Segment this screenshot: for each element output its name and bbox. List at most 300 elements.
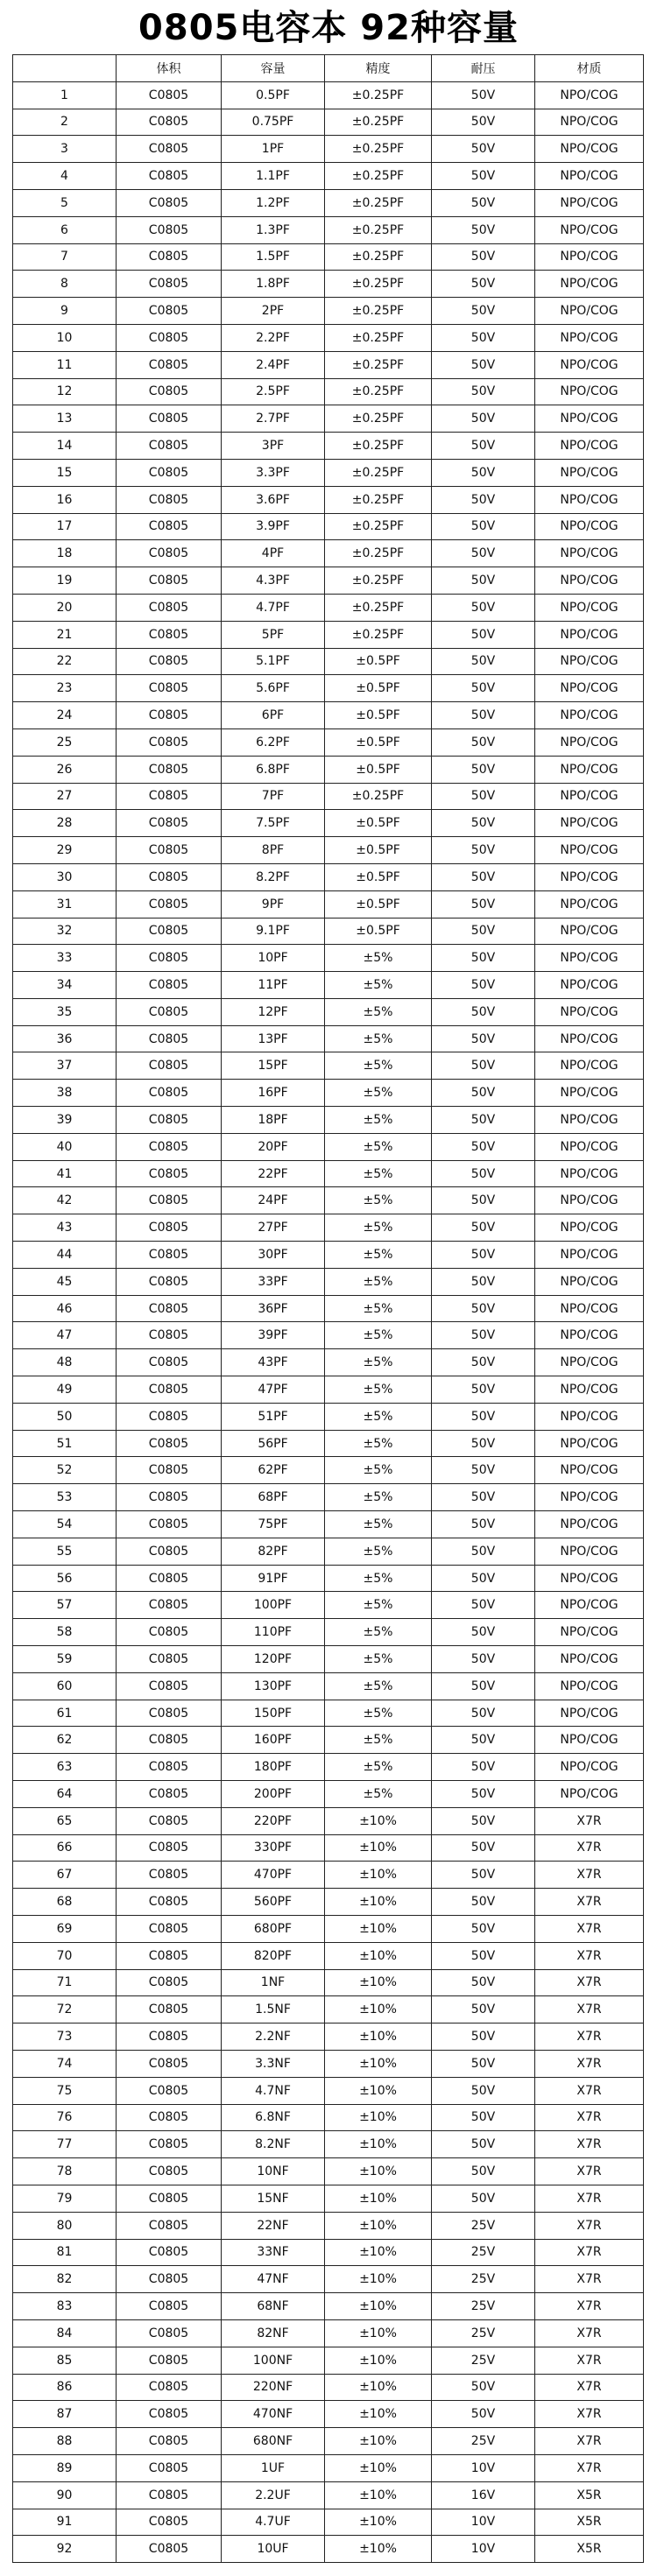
- cell-material: NPO/COG: [535, 540, 644, 567]
- cell-material: NPO/COG: [535, 378, 644, 405]
- table-row: [13, 1457, 644, 1484]
- cell-tolerance: ±5%: [325, 1052, 432, 1080]
- cell-tolerance: ±10%: [325, 2454, 432, 2481]
- cell-tolerance: ±0.5PF: [325, 728, 432, 756]
- cell-voltage: 50V: [432, 2374, 535, 2401]
- cell-capacitance: 6.2PF: [222, 728, 325, 756]
- cell-voltage: 50V: [432, 2050, 535, 2077]
- cell-package: C0805: [117, 2077, 222, 2104]
- cell-package: C0805: [117, 1942, 222, 1969]
- cell-capacitance: 39PF: [222, 1322, 325, 1349]
- cell-index: 47: [13, 1322, 117, 1349]
- cell-voltage: 50V: [432, 459, 535, 486]
- cell-package: C0805: [117, 1349, 222, 1376]
- cell-capacitance: 3.3NF: [222, 2050, 325, 2077]
- cell-voltage: 25V: [432, 2212, 535, 2239]
- cell-capacitance: 180PF: [222, 1754, 325, 1781]
- cell-voltage: 50V: [432, 2023, 535, 2051]
- cell-index: 84: [13, 2319, 117, 2347]
- cell-index: 25: [13, 728, 117, 756]
- cell-index: 27: [13, 783, 117, 810]
- table-row: [13, 2319, 644, 2347]
- cell-tolerance: ±0.25PF: [325, 621, 432, 648]
- cell-tolerance: ±0.25PF: [325, 109, 432, 136]
- cell-capacitance: 1PF: [222, 136, 325, 163]
- table-row: [13, 1889, 644, 1916]
- cell-voltage: 25V: [432, 2239, 535, 2266]
- cell-voltage: 10V: [432, 2454, 535, 2481]
- cell-index: 20: [13, 594, 117, 621]
- table-row: [13, 1080, 644, 1107]
- cell-voltage: 25V: [432, 2293, 535, 2320]
- cell-material: NPO/COG: [535, 918, 644, 945]
- cell-package: C0805: [117, 1025, 222, 1052]
- cell-package: C0805: [117, 1214, 222, 1242]
- cell-capacitance: 1.8PF: [222, 271, 325, 298]
- cell-index: 40: [13, 1133, 117, 1160]
- cell-capacitance: 2PF: [222, 298, 325, 325]
- cell-tolerance: ±10%: [325, 2158, 432, 2185]
- cell-package: C0805: [117, 594, 222, 621]
- table-row: [13, 1484, 644, 1511]
- cell-capacitance: 8PF: [222, 837, 325, 864]
- cell-index: 14: [13, 433, 117, 460]
- cell-tolerance: ±0.25PF: [325, 271, 432, 298]
- cell-package: C0805: [117, 1457, 222, 1484]
- cell-capacitance: 18PF: [222, 1107, 325, 1134]
- cell-package: C0805: [117, 81, 222, 109]
- cell-package: C0805: [117, 2023, 222, 2051]
- cell-capacitance: 150PF: [222, 1700, 325, 1727]
- cell-capacitance: 680NF: [222, 2428, 325, 2455]
- cell-material: NPO/COG: [535, 890, 644, 918]
- table-row: [13, 2481, 644, 2509]
- cell-material: NPO/COG: [535, 621, 644, 648]
- cell-voltage: 50V: [432, 2131, 535, 2158]
- cell-package: C0805: [117, 890, 222, 918]
- cell-package: C0805: [117, 109, 222, 136]
- cell-tolerance: ±0.25PF: [325, 324, 432, 351]
- cell-material: X7R: [535, 2023, 644, 2051]
- cell-tolerance: ±0.25PF: [325, 594, 432, 621]
- cell-package: C0805: [117, 2104, 222, 2131]
- cell-package: C0805: [117, 405, 222, 433]
- cell-tolerance: ±0.25PF: [325, 136, 432, 163]
- cell-material: NPO/COG: [535, 1619, 644, 1646]
- cell-package: C0805: [117, 728, 222, 756]
- cell-tolerance: ±0.5PF: [325, 810, 432, 837]
- cell-index: 62: [13, 1727, 117, 1754]
- cell-index: 7: [13, 243, 117, 271]
- cell-tolerance: ±5%: [325, 972, 432, 999]
- cell-capacitance: 1UF: [222, 2454, 325, 2481]
- cell-tolerance: ±0.25PF: [325, 378, 432, 405]
- cell-material: X7R: [535, 2374, 644, 2401]
- cell-material: NPO/COG: [535, 1646, 644, 1673]
- cell-material: NPO/COG: [535, 459, 644, 486]
- cell-tolerance: ±10%: [325, 1889, 432, 1916]
- cell-tolerance: ±0.25PF: [325, 216, 432, 243]
- table-row: [13, 1187, 644, 1214]
- cell-voltage: 50V: [432, 243, 535, 271]
- cell-voltage: 50V: [432, 1025, 535, 1052]
- cell-voltage: 10V: [432, 2536, 535, 2563]
- cell-index: 48: [13, 1349, 117, 1376]
- cell-capacitance: 470NF: [222, 2401, 325, 2428]
- cell-material: X7R: [535, 2319, 644, 2347]
- cell-capacitance: 33NF: [222, 2239, 325, 2266]
- cell-capacitance: 75PF: [222, 1511, 325, 1538]
- table-row: [13, 837, 644, 864]
- cell-tolerance: ±5%: [325, 1376, 432, 1404]
- cell-capacitance: 6.8PF: [222, 756, 325, 783]
- cell-tolerance: ±0.25PF: [325, 298, 432, 325]
- cell-capacitance: 3PF: [222, 433, 325, 460]
- cell-index: 63: [13, 1754, 117, 1781]
- cell-tolerance: ±5%: [325, 1187, 432, 1214]
- cell-capacitance: 2.5PF: [222, 378, 325, 405]
- cell-material: NPO/COG: [535, 837, 644, 864]
- table-row: [13, 810, 644, 837]
- cell-tolerance: ±0.5PF: [325, 918, 432, 945]
- table-row: [13, 1727, 644, 1754]
- cell-index: 23: [13, 675, 117, 702]
- cell-material: X7R: [535, 1807, 644, 1834]
- cell-voltage: 50V: [432, 433, 535, 460]
- cell-material: X7R: [535, 1996, 644, 2023]
- cell-index: 57: [13, 1592, 117, 1619]
- cell-capacitance: 56PF: [222, 1430, 325, 1457]
- cell-voltage: 50V: [432, 1268, 535, 1295]
- cell-package: C0805: [117, 702, 222, 729]
- cell-material: NPO/COG: [535, 1133, 644, 1160]
- cell-index: 55: [13, 1538, 117, 1565]
- cell-voltage: 50V: [432, 675, 535, 702]
- table-row: [13, 1349, 644, 1376]
- cell-tolerance: ±0.5PF: [325, 837, 432, 864]
- cell-voltage: 50V: [432, 594, 535, 621]
- cell-voltage: 50V: [432, 1592, 535, 1619]
- cell-voltage: 50V: [432, 271, 535, 298]
- cell-package: C0805: [117, 945, 222, 972]
- cell-capacitance: 1.3PF: [222, 216, 325, 243]
- cell-index: 10: [13, 324, 117, 351]
- cell-package: C0805: [117, 2212, 222, 2239]
- cell-material: X5R: [535, 2481, 644, 2509]
- cell-package: C0805: [117, 1862, 222, 1889]
- cell-tolerance: ±10%: [325, 2104, 432, 2131]
- cell-material: NPO/COG: [535, 1565, 644, 1592]
- cell-material: NPO/COG: [535, 1349, 644, 1376]
- cell-tolerance: ±5%: [325, 998, 432, 1025]
- cell-index: 90: [13, 2481, 117, 2509]
- cell-material: X7R: [535, 1915, 644, 1942]
- cell-index: 45: [13, 1268, 117, 1295]
- cell-tolerance: ±5%: [325, 1133, 432, 1160]
- cell-material: NPO/COG: [535, 136, 644, 163]
- cell-package: C0805: [117, 2454, 222, 2481]
- cell-package: C0805: [117, 2239, 222, 2266]
- cell-material: NPO/COG: [535, 324, 644, 351]
- cell-index: 49: [13, 1376, 117, 1404]
- cell-voltage: 50V: [432, 756, 535, 783]
- table-row: [13, 1430, 644, 1457]
- cell-material: NPO/COG: [535, 998, 644, 1025]
- cell-material: NPO/COG: [535, 1592, 644, 1619]
- cell-capacitance: 2.2NF: [222, 2023, 325, 2051]
- cell-tolerance: ±5%: [325, 1484, 432, 1511]
- cell-voltage: 50V: [432, 1376, 535, 1404]
- cell-tolerance: ±5%: [325, 1403, 432, 1430]
- cell-package: C0805: [117, 1700, 222, 1727]
- cell-index: 66: [13, 1834, 117, 1862]
- cell-package: C0805: [117, 216, 222, 243]
- cell-capacitance: 1.1PF: [222, 163, 325, 190]
- cell-package: C0805: [117, 189, 222, 216]
- cell-tolerance: ±10%: [325, 2185, 432, 2212]
- cell-index: 87: [13, 2401, 117, 2428]
- table-row: [13, 1107, 644, 1134]
- cell-index: 38: [13, 1080, 117, 1107]
- table-row: [13, 2212, 644, 2239]
- cell-tolerance: ±0.25PF: [325, 486, 432, 513]
- cell-tolerance: ±5%: [325, 1080, 432, 1107]
- table-row: [13, 271, 644, 298]
- cell-capacitance: 0.5PF: [222, 81, 325, 109]
- cell-capacitance: 15PF: [222, 1052, 325, 1080]
- table-row: [13, 1295, 644, 1322]
- cell-material: NPO/COG: [535, 594, 644, 621]
- cell-index: 83: [13, 2293, 117, 2320]
- cell-material: NPO/COG: [535, 567, 644, 595]
- cell-capacitance: 330PF: [222, 1834, 325, 1862]
- cell-material: NPO/COG: [535, 1214, 644, 1242]
- cell-package: C0805: [117, 486, 222, 513]
- table-row: [13, 136, 644, 163]
- cell-package: C0805: [117, 972, 222, 999]
- cell-index: 4: [13, 163, 117, 190]
- cell-capacitance: 15NF: [222, 2185, 325, 2212]
- cell-tolerance: ±0.25PF: [325, 243, 432, 271]
- cell-capacitance: 5PF: [222, 621, 325, 648]
- cell-material: X7R: [535, 2347, 644, 2374]
- cell-tolerance: ±5%: [325, 945, 432, 972]
- cell-voltage: 50V: [432, 81, 535, 109]
- cell-tolerance: ±0.25PF: [325, 459, 432, 486]
- cell-package: C0805: [117, 567, 222, 595]
- cell-capacitance: 24PF: [222, 1187, 325, 1214]
- table-body: [13, 81, 644, 2562]
- cell-package: C0805: [117, 621, 222, 648]
- cell-capacitance: 2.4PF: [222, 351, 325, 378]
- table-row: [13, 1025, 644, 1052]
- table-row: [13, 1376, 644, 1404]
- cell-index: 60: [13, 1672, 117, 1700]
- cell-index: 74: [13, 2050, 117, 2077]
- cell-tolerance: ±10%: [325, 2428, 432, 2455]
- table-row: [13, 81, 644, 109]
- cell-tolerance: ±5%: [325, 1349, 432, 1376]
- cell-package: C0805: [117, 810, 222, 837]
- cell-package: C0805: [117, 1834, 222, 1862]
- cell-index: 28: [13, 810, 117, 837]
- cell-index: 33: [13, 945, 117, 972]
- cell-voltage: 50V: [432, 890, 535, 918]
- cell-material: X5R: [535, 2536, 644, 2563]
- cell-capacitance: 3.3PF: [222, 459, 325, 486]
- cell-index: 51: [13, 1430, 117, 1457]
- cell-index: 64: [13, 1781, 117, 1808]
- cell-voltage: 50V: [432, 1889, 535, 1916]
- cell-package: C0805: [117, 1538, 222, 1565]
- cell-package: C0805: [117, 351, 222, 378]
- table-row: [13, 1133, 644, 1160]
- table-row: [13, 1160, 644, 1187]
- table-row: [13, 2104, 644, 2131]
- cell-package: C0805: [117, 1160, 222, 1187]
- cell-voltage: 50V: [432, 351, 535, 378]
- cell-material: NPO/COG: [535, 351, 644, 378]
- cell-capacitance: 10NF: [222, 2158, 325, 2185]
- cell-tolerance: ±0.25PF: [325, 189, 432, 216]
- cell-voltage: 50V: [432, 728, 535, 756]
- cell-tolerance: ±5%: [325, 1295, 432, 1322]
- cell-package: C0805: [117, 243, 222, 271]
- cell-index: 35: [13, 998, 117, 1025]
- cell-voltage: 50V: [432, 2185, 535, 2212]
- cell-index: 39: [13, 1107, 117, 1134]
- cell-index: 65: [13, 1807, 117, 1834]
- cell-package: C0805: [117, 2481, 222, 2509]
- table-row: [13, 189, 644, 216]
- cell-package: C0805: [117, 1403, 222, 1430]
- cell-material: NPO/COG: [535, 1403, 644, 1430]
- table-row: [13, 1754, 644, 1781]
- cell-material: NPO/COG: [535, 756, 644, 783]
- table-row: [13, 2158, 644, 2185]
- cell-voltage: 50V: [432, 1754, 535, 1781]
- cell-capacitance: 6.8NF: [222, 2104, 325, 2131]
- cell-package: C0805: [117, 1268, 222, 1295]
- table-row: [13, 2401, 644, 2428]
- cell-tolerance: ±10%: [325, 1834, 432, 1862]
- cell-voltage: 50V: [432, 1862, 535, 1889]
- cell-voltage: 50V: [432, 1727, 535, 1754]
- table-row: [13, 243, 644, 271]
- cell-voltage: 50V: [432, 1484, 535, 1511]
- table-row: [13, 2509, 644, 2536]
- cell-tolerance: ±5%: [325, 1214, 432, 1242]
- cell-capacitance: 27PF: [222, 1214, 325, 1242]
- cell-voltage: 50V: [432, 1969, 535, 1996]
- cell-package: C0805: [117, 1080, 222, 1107]
- cell-package: C0805: [117, 2401, 222, 2428]
- cell-capacitance: 2.2UF: [222, 2481, 325, 2509]
- table-row: [13, 1052, 644, 1080]
- cell-index: 13: [13, 405, 117, 433]
- cell-voltage: 25V: [432, 2347, 535, 2374]
- cell-package: C0805: [117, 2293, 222, 2320]
- table-row: [13, 2428, 644, 2455]
- cell-package: C0805: [117, 2347, 222, 2374]
- cell-voltage: 50V: [432, 1538, 535, 1565]
- table-row: [13, 890, 644, 918]
- cell-package: C0805: [117, 271, 222, 298]
- cell-capacitance: 4.3PF: [222, 567, 325, 595]
- table-row: [13, 783, 644, 810]
- cell-voltage: 50V: [432, 1565, 535, 1592]
- cell-tolerance: ±5%: [325, 1781, 432, 1808]
- cell-package: C0805: [117, 1592, 222, 1619]
- cell-voltage: 50V: [432, 1700, 535, 1727]
- table-row: [13, 405, 644, 433]
- cell-index: 8: [13, 271, 117, 298]
- cell-material: X7R: [535, 2077, 644, 2104]
- table-row: [13, 594, 644, 621]
- table-row: [13, 728, 644, 756]
- cell-capacitance: 6PF: [222, 702, 325, 729]
- cell-capacitance: 130PF: [222, 1672, 325, 1700]
- cell-voltage: 50V: [432, 2158, 535, 2185]
- table-row: [13, 1915, 644, 1942]
- table-row: [13, 1862, 644, 1889]
- cell-capacitance: 11PF: [222, 972, 325, 999]
- table-row: [13, 1969, 644, 1996]
- table-row: [13, 1322, 644, 1349]
- cell-material: NPO/COG: [535, 1538, 644, 1565]
- cell-tolerance: ±10%: [325, 2536, 432, 2563]
- cell-material: X7R: [535, 2104, 644, 2131]
- cell-package: C0805: [117, 1565, 222, 1592]
- cell-index: 91: [13, 2509, 117, 2536]
- cell-capacitance: 9PF: [222, 890, 325, 918]
- cell-index: 46: [13, 1295, 117, 1322]
- cell-voltage: 50V: [432, 1996, 535, 2023]
- cell-index: 80: [13, 2212, 117, 2239]
- cell-index: 11: [13, 351, 117, 378]
- cell-voltage: 50V: [432, 621, 535, 648]
- table-row: [13, 378, 644, 405]
- cell-voltage: 50V: [432, 1781, 535, 1808]
- cell-capacitance: 100PF: [222, 1592, 325, 1619]
- cell-material: X7R: [535, 1942, 644, 1969]
- table-row: [13, 918, 644, 945]
- cell-tolerance: ±0.25PF: [325, 567, 432, 595]
- cell-voltage: 50V: [432, 1807, 535, 1834]
- cell-tolerance: ±5%: [325, 1322, 432, 1349]
- cell-material: NPO/COG: [535, 1781, 644, 1808]
- table-row: [13, 2077, 644, 2104]
- cell-package: C0805: [117, 863, 222, 890]
- cell-material: X7R: [535, 2266, 644, 2293]
- cell-package: C0805: [117, 1187, 222, 1214]
- cell-package: C0805: [117, 136, 222, 163]
- header-material: 材质: [535, 55, 644, 82]
- cell-material: X7R: [535, 2050, 644, 2077]
- cell-material: NPO/COG: [535, 1457, 644, 1484]
- cell-tolerance: ±10%: [325, 2319, 432, 2347]
- cell-index: 59: [13, 1646, 117, 1673]
- table-row: [13, 2347, 644, 2374]
- cell-voltage: 50V: [432, 2104, 535, 2131]
- cell-voltage: 50V: [432, 945, 535, 972]
- cell-tolerance: ±5%: [325, 1672, 432, 1700]
- cell-index: 82: [13, 2266, 117, 2293]
- cell-index: 1: [13, 81, 117, 109]
- cell-material: NPO/COG: [535, 405, 644, 433]
- cell-index: 30: [13, 863, 117, 890]
- cell-material: NPO/COG: [535, 810, 644, 837]
